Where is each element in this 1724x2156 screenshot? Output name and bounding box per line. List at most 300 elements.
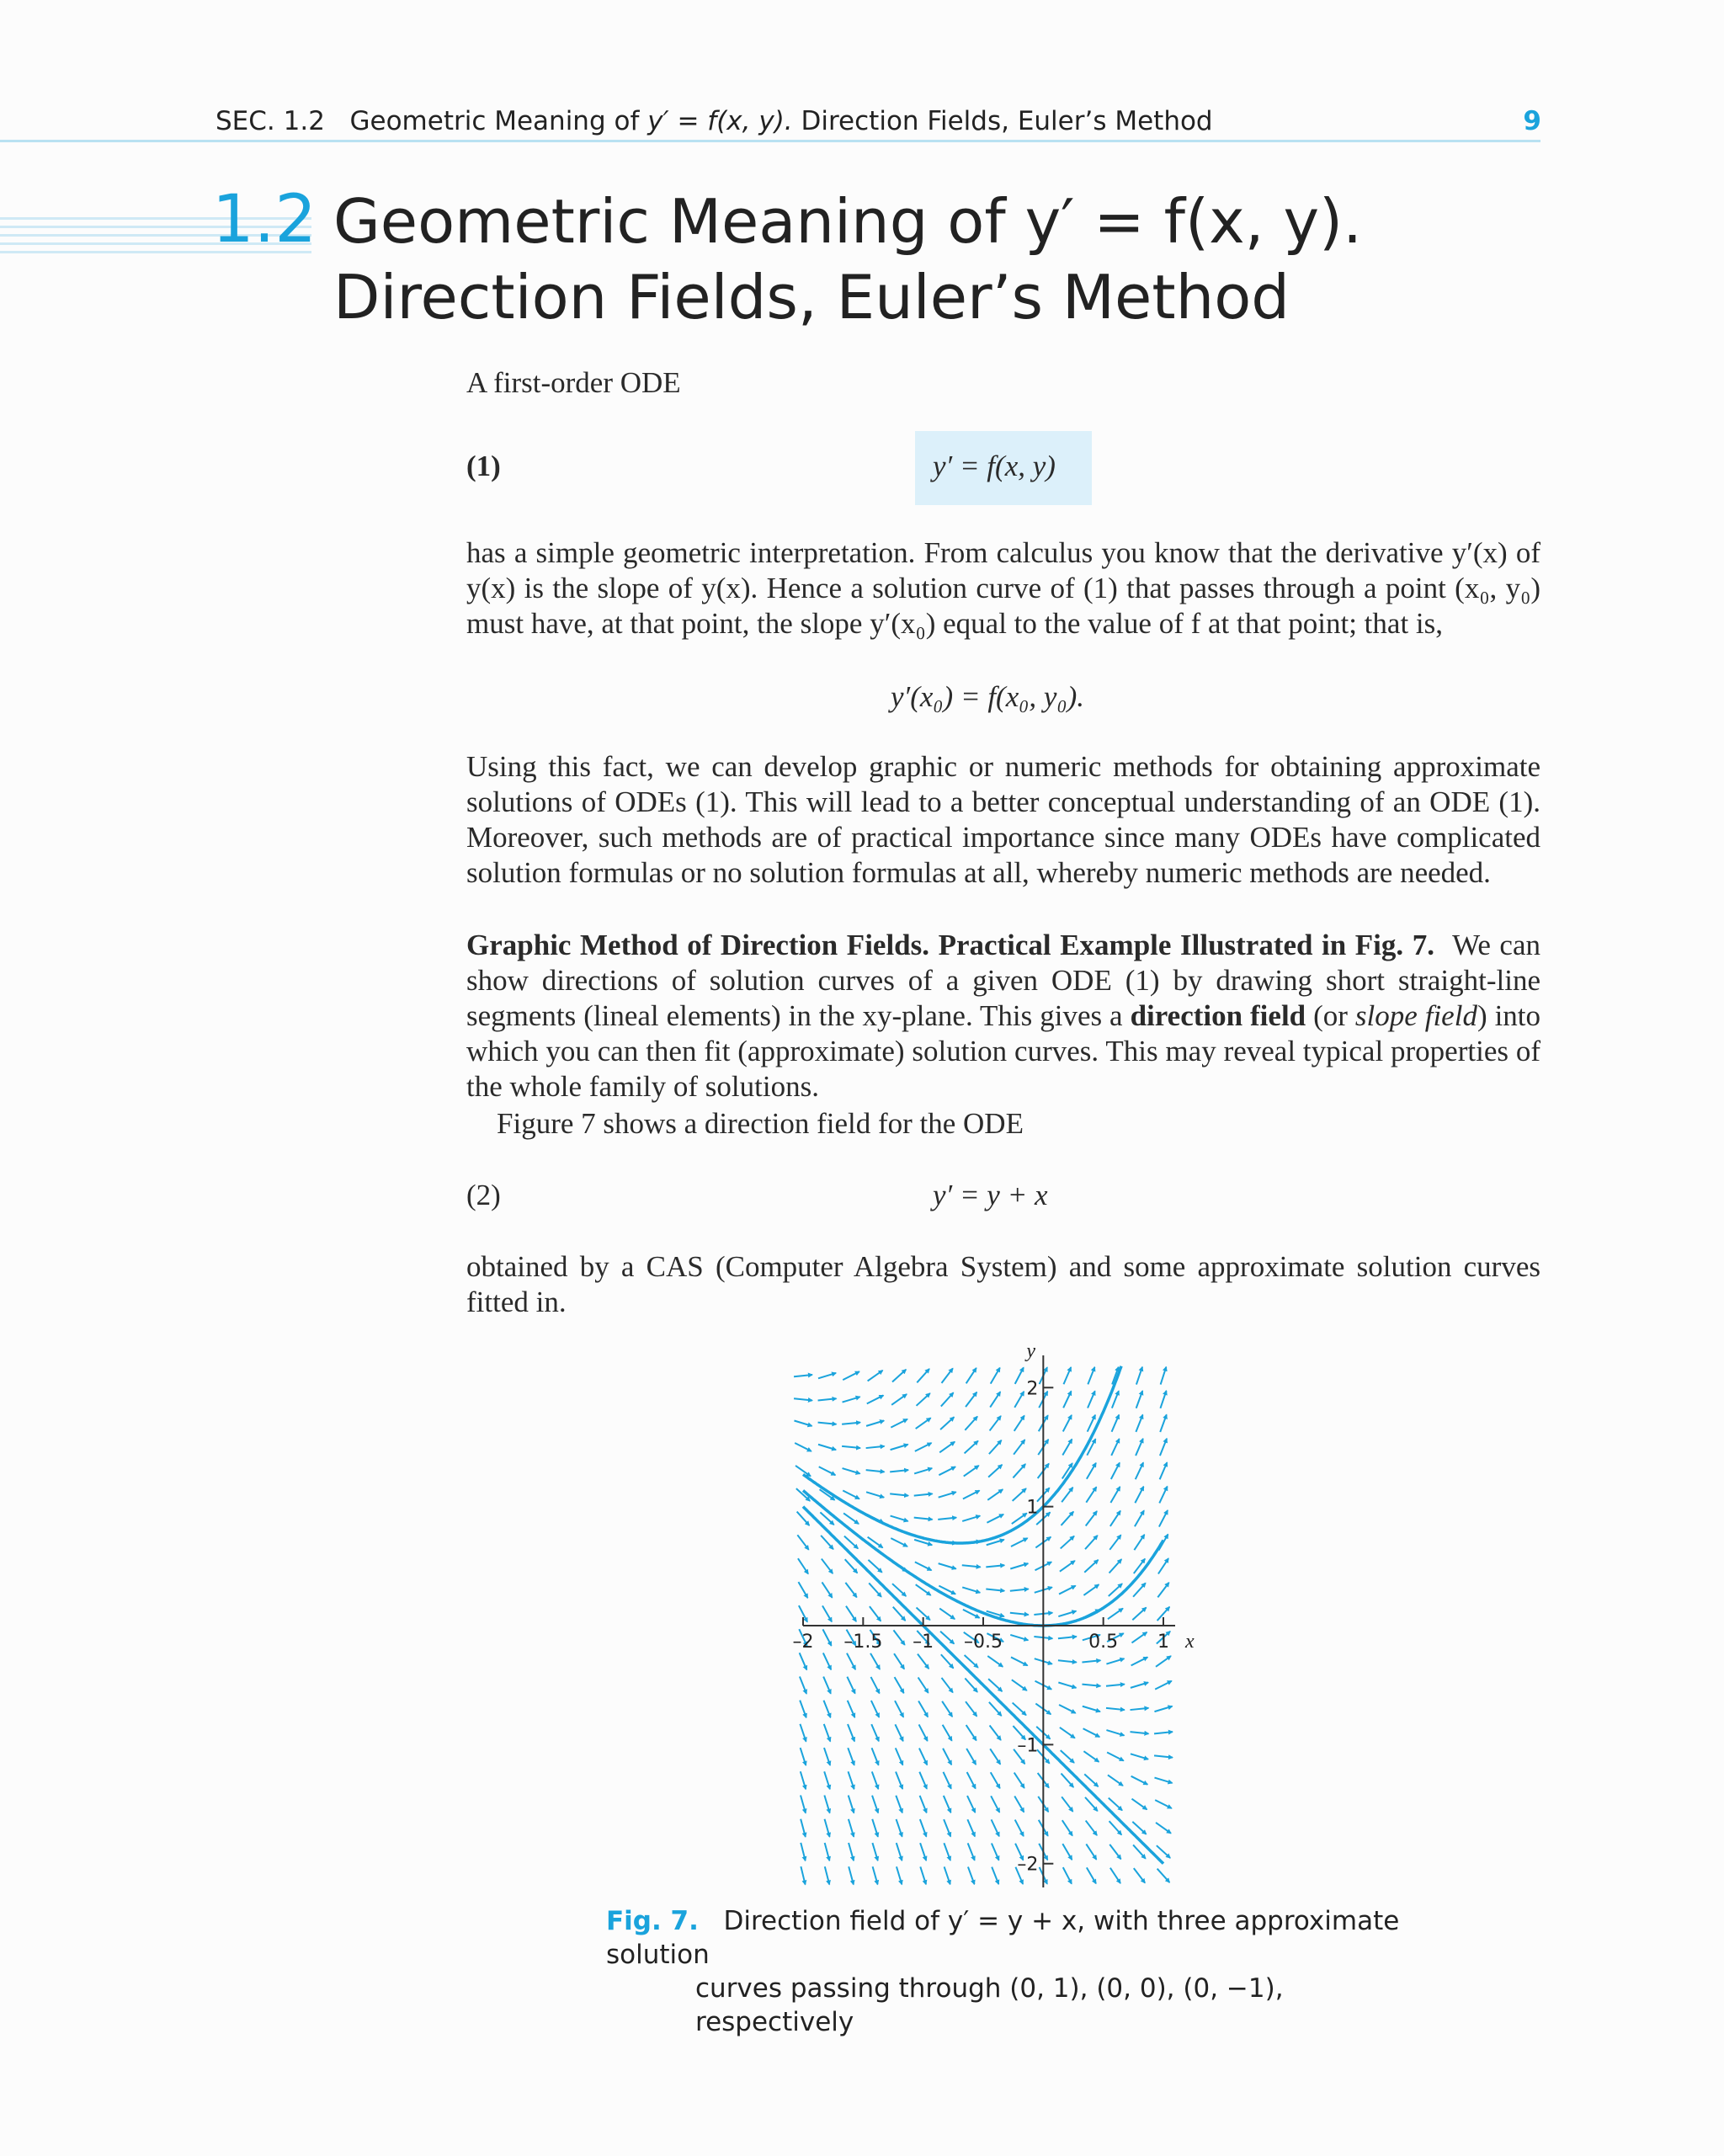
field-arrow [1112, 1415, 1120, 1432]
field-arrow [800, 1653, 807, 1669]
field-arrow [967, 1772, 976, 1789]
field-arrow [795, 1443, 811, 1451]
field-arrow [940, 1417, 954, 1429]
field-arrow [1086, 1821, 1097, 1835]
field-arrow [1058, 1611, 1076, 1616]
field-arrow [967, 1796, 975, 1813]
field-arrow [1157, 1845, 1170, 1858]
field-arrow [1136, 1367, 1142, 1385]
field-arrow [798, 1558, 808, 1573]
field-arrow [1110, 1868, 1120, 1883]
field-arrow [1136, 1439, 1143, 1456]
field-arrow [920, 1866, 926, 1884]
field-arrow [940, 1632, 954, 1644]
x-tick-label: 1 [1157, 1632, 1169, 1653]
field-arrow [962, 1565, 981, 1567]
field-arrow [1015, 1367, 1024, 1384]
field-arrow [824, 1724, 831, 1742]
field-arrow [966, 1725, 976, 1740]
field-arrow [1014, 1797, 1024, 1813]
field-arrow [942, 1368, 953, 1382]
field-arrow [846, 1606, 856, 1621]
field-arrow [1063, 1867, 1072, 1884]
solution-curves [803, 1366, 1163, 1864]
field-arrow [896, 1772, 902, 1789]
field-arrow [939, 1442, 955, 1453]
field-arrow [823, 1701, 830, 1717]
field-arrow [939, 1492, 956, 1497]
field-arrow [992, 1867, 998, 1884]
field-arrow [1062, 1488, 1072, 1502]
field-arrow [1058, 1660, 1077, 1662]
field-arrow [797, 1512, 810, 1525]
field-arrow [1159, 1510, 1168, 1527]
page-number: 9 [1523, 106, 1541, 136]
field-arrow [822, 1605, 832, 1621]
field-arrow [1084, 1560, 1098, 1573]
field-arrow [843, 1397, 860, 1402]
field-arrow [919, 1772, 927, 1789]
field-arrow [868, 1560, 881, 1573]
field-arrow [800, 1724, 806, 1742]
field-arrow [943, 1725, 952, 1741]
field-arrow [848, 1748, 854, 1765]
field-arrow [1082, 1660, 1100, 1662]
field-arrow [1155, 1800, 1172, 1808]
field-arrow [1154, 1706, 1172, 1711]
field-arrow [990, 1416, 1001, 1430]
field-arrow [1014, 1773, 1024, 1788]
field-arrow [1161, 1367, 1167, 1385]
field-arrow [1015, 1820, 1024, 1837]
field-arrow [967, 1819, 975, 1836]
section-title-line-1: Geometric Meaning of y′ = f(x, y). [333, 186, 1363, 257]
field-arrow [866, 1420, 884, 1425]
field-arrow [1155, 1681, 1172, 1690]
field-arrow [1088, 1391, 1095, 1408]
field-arrow [1131, 1799, 1147, 1810]
field-arrow [822, 1559, 833, 1573]
paragraph-2: Using this fact, we can develop graphic or numeric methods for obtaining approximate solutions of ODEs (1). This will lead to a better conceptual understanding of an ODE (1). Moreover, such methods are of practical importance since many ODEs have complicated solution formulas or no solution formulas at all, whereby numeric methods are needed. [466, 750, 1540, 889]
field-arrow [872, 1819, 878, 1837]
field-arrow [920, 1796, 927, 1813]
field-arrow [1012, 1680, 1027, 1690]
field-arrow [962, 1587, 980, 1592]
paragraph-3-heading: Graphic Method of Direction Fields. Practical Example Illustrated in Fig. 7. [466, 929, 1434, 961]
field-arrow [818, 1398, 837, 1400]
field-arrow [914, 1493, 933, 1495]
field-arrow [1132, 1607, 1146, 1620]
field-arrow [918, 1701, 928, 1717]
field-arrow [896, 1748, 903, 1765]
field-arrow [1063, 1415, 1072, 1432]
field-arrow [1088, 1367, 1094, 1384]
field-arrow [1132, 1822, 1146, 1834]
direction-field-figure [791, 1339, 1212, 1894]
field-arrow [897, 1819, 902, 1837]
field-arrow [871, 1724, 879, 1741]
field-arrow [914, 1518, 933, 1520]
field-arrow [1160, 1439, 1167, 1456]
y-tick-label: –1 [1017, 1735, 1039, 1757]
field-arrow [822, 1629, 831, 1646]
field-arrow [849, 1771, 854, 1789]
field-arrow [891, 1445, 908, 1450]
field-arrow [1062, 1820, 1072, 1835]
field-arrow [872, 1843, 877, 1861]
field-arrow [919, 1724, 928, 1741]
field-arrow [1063, 1391, 1071, 1408]
field-arrow [872, 1748, 879, 1765]
header-title-pre: Geometric Meaning of [349, 106, 648, 136]
field-arrow [1154, 1732, 1173, 1733]
field-arrow [944, 1866, 950, 1884]
x-tick-label: 0.5 [1088, 1632, 1119, 1653]
field-arrow [942, 1678, 953, 1692]
field-arrow [1062, 1512, 1074, 1525]
field-arrow [1011, 1657, 1028, 1665]
field-arrow [891, 1516, 908, 1521]
field-arrow [1109, 1821, 1122, 1834]
field-arrow [870, 1653, 880, 1669]
field-arrow [1131, 1657, 1148, 1665]
paragraph-1: has a simple geometric interpretation. From calculus you know that the derivative y′(x) of y(x) is the slope of y(x). Hence a solution curve of (1) that passes through a point (x₀, y₀) must have, at that point, the slope y′(x₀) equal to the value of f at that point; that is, [466, 536, 1540, 640]
field-arrow [893, 1630, 904, 1644]
field-arrow [825, 1866, 829, 1884]
field-arrow [896, 1796, 902, 1813]
paragraph-3-text-b: (or [1306, 999, 1355, 1032]
field-arrow [891, 1394, 907, 1405]
term-direction-field: direction field [1130, 999, 1306, 1032]
field-arrow [1136, 1462, 1143, 1479]
field-arrow [916, 1418, 931, 1429]
field-arrow [848, 1701, 855, 1717]
field-arrow [1110, 1511, 1120, 1526]
field-arrow [1058, 1637, 1077, 1638]
field-arrow [1010, 1589, 1029, 1590]
field-arrow [801, 1843, 805, 1861]
field-arrow [868, 1371, 883, 1381]
field-arrow [990, 1392, 1000, 1407]
field-arrow [1086, 1844, 1096, 1859]
field-arrow [944, 1772, 951, 1789]
field-arrow [1084, 1774, 1098, 1786]
field-arrow [1136, 1391, 1143, 1408]
y-tick-label: –2 [1017, 1854, 1039, 1876]
field-arrow [1086, 1511, 1097, 1525]
field-arrow [818, 1373, 836, 1378]
header-section: SEC. 1.2 [216, 106, 325, 136]
field-arrow [966, 1392, 976, 1407]
field-arrow [1131, 1732, 1149, 1733]
field-arrow [1083, 1584, 1099, 1595]
field-arrow [965, 1441, 978, 1454]
field-arrow [843, 1513, 859, 1524]
field-arrow [842, 1446, 860, 1448]
field-arrow [1133, 1845, 1146, 1858]
x-tick-label: –1 [913, 1632, 934, 1653]
field-arrow [968, 1867, 975, 1885]
paragraph-5: obtained by a CAS (Computer Algebra System) and some approximate solution curves fitted in. [466, 1250, 1540, 1318]
field-arrow [1013, 1703, 1026, 1716]
field-arrow [1131, 1776, 1148, 1785]
paragraph-3 [466, 928, 1540, 1105]
figure-caption [606, 1904, 1448, 2039]
field-arrow [1157, 1869, 1170, 1882]
figure-label: Fig. 7. [606, 1906, 699, 1936]
field-arrow [1060, 1727, 1075, 1738]
field-arrow [987, 1515, 1003, 1523]
field-arrow [941, 1654, 954, 1668]
field-arrow [992, 1843, 999, 1860]
field-arrow [849, 1866, 854, 1884]
field-arrow [895, 1701, 903, 1717]
field-arrow [1061, 1750, 1074, 1763]
field-arrow [1064, 1367, 1072, 1384]
field-arrow [1160, 1391, 1166, 1408]
field-arrow [823, 1677, 831, 1694]
field-arrow [920, 1843, 926, 1861]
field-arrow [866, 1492, 884, 1497]
field-arrow [917, 1369, 929, 1382]
field-arrow [845, 1559, 858, 1573]
field-arrow [1082, 1685, 1100, 1686]
field-arrow [918, 1678, 929, 1693]
field-arrow [891, 1419, 907, 1428]
x-tick-label: –1.5 [843, 1632, 883, 1653]
section-title-line-2: Direction Fields, Euler’s Method [333, 262, 1290, 333]
field-arrow [801, 1866, 805, 1884]
field-arrow [1062, 1774, 1074, 1787]
field-arrow [914, 1468, 932, 1473]
field-arrow [800, 1701, 806, 1718]
field-arrow [895, 1724, 902, 1741]
field-arrow [989, 1440, 1002, 1454]
field-arrow [991, 1796, 999, 1813]
field-arrow [1156, 1823, 1171, 1834]
x-axis-label: x [1185, 1631, 1195, 1653]
y-tick-label: 1 [1026, 1497, 1039, 1519]
field-arrow [1160, 1462, 1168, 1479]
field-arrow [1060, 1561, 1075, 1572]
field-arrow [1160, 1414, 1167, 1432]
field-arrow [1106, 1685, 1125, 1686]
field-arrow [818, 1445, 836, 1450]
field-arrow [1135, 1510, 1144, 1526]
field-arrow [944, 1843, 950, 1861]
field-arrow [872, 1796, 878, 1813]
field-arrow [891, 1538, 907, 1546]
field-arrow [801, 1795, 806, 1813]
equation-2: y′ = y + x [933, 1179, 1048, 1211]
field-arrow [1059, 1586, 1076, 1594]
field-arrow [919, 1749, 927, 1765]
field-arrow [1014, 1416, 1024, 1431]
header-rule [0, 140, 1540, 142]
field-arrow [1106, 1730, 1124, 1735]
paragraph-4: Figure 7 shows a direction field for the ODE [497, 1107, 1024, 1140]
field-arrow [801, 1771, 806, 1789]
field-arrow [847, 1653, 855, 1670]
field-arrow [966, 1368, 976, 1383]
field-arrow [1085, 1797, 1098, 1811]
field-arrow [965, 1417, 977, 1430]
field-arrow [1062, 1797, 1072, 1811]
field-arrow [847, 1677, 854, 1694]
field-arrow [842, 1423, 860, 1424]
y-tick-label: 2 [1026, 1378, 1039, 1400]
field-arrow [918, 1654, 929, 1669]
field-arrow [849, 1819, 854, 1837]
solution-curve [803, 1366, 1121, 1543]
header-title-post: Direction Fields, Euler’s Method [792, 106, 1213, 136]
field-arrow [819, 1467, 836, 1475]
field-arrow [1061, 1536, 1074, 1549]
field-arrow [915, 1562, 932, 1570]
field-arrow [987, 1656, 1003, 1667]
field-arrow [794, 1375, 812, 1376]
field-arrow [1131, 1632, 1147, 1643]
field-arrow [1159, 1487, 1167, 1504]
field-arrow [991, 1368, 1000, 1384]
field-arrow [849, 1796, 854, 1813]
field-arrow [1086, 1487, 1096, 1502]
field-arrow [869, 1583, 881, 1596]
field-arrow [1062, 1844, 1072, 1860]
field-arrow [1109, 1798, 1122, 1811]
field-arrow [1131, 1708, 1149, 1710]
field-arrow [1111, 1462, 1120, 1479]
field-arrow [866, 1446, 885, 1448]
field-arrow [986, 1565, 1004, 1567]
field-arrow [892, 1370, 906, 1382]
field-arrow [1106, 1708, 1125, 1710]
field-arrow [1010, 1613, 1029, 1615]
running-header [216, 106, 1541, 140]
field-arrow [1157, 1583, 1168, 1597]
header-title-eq: y′ = f(x, y). [647, 106, 793, 136]
field-arrow [1154, 1755, 1173, 1757]
field-arrow [988, 1679, 1002, 1691]
field-arrow [821, 1536, 833, 1549]
field-arrow [797, 1535, 808, 1549]
field-arrow [939, 1609, 955, 1620]
field-arrow [962, 1516, 980, 1521]
field-arrow [870, 1606, 881, 1621]
field-arrow [991, 1772, 1000, 1788]
field-arrow [1013, 1488, 1026, 1501]
field-arrow [1014, 1440, 1024, 1454]
field-arrow [1010, 1635, 1028, 1640]
field-arrow [1134, 1535, 1144, 1550]
field-arrow [1059, 1705, 1076, 1713]
field-arrow [1133, 1583, 1146, 1596]
field-arrow [824, 1748, 830, 1765]
field-arrow [942, 1701, 952, 1717]
x-tick-label: –0.5 [964, 1632, 1003, 1653]
term-slope-field: slope field [1354, 999, 1477, 1032]
field-arrow [1083, 1706, 1100, 1711]
field-arrow [798, 1582, 807, 1598]
field-arrow [966, 1701, 976, 1716]
field-arrow [988, 1465, 1002, 1477]
field-arrow [1109, 1845, 1120, 1859]
field-arrow [986, 1589, 1004, 1590]
field-arrow [941, 1392, 954, 1406]
field-arrow [843, 1371, 859, 1380]
paragraph-3-text-c: ) into which you can then fit (approximate) solution curves. This may reveal typical properties of the whole family of solutions. [466, 999, 1541, 1103]
field-arrow [1108, 1775, 1123, 1786]
field-arrow [893, 1607, 906, 1621]
equation-1-label: (1) [466, 450, 501, 482]
field-arrow [845, 1583, 856, 1597]
field-arrow [968, 1843, 975, 1860]
field-arrow [871, 1677, 880, 1694]
field-arrow [1131, 1754, 1148, 1759]
field-arrow [1131, 1682, 1148, 1687]
field-arrow [915, 1443, 932, 1451]
paragraph-3-text-a: We can show directions of solution curves of a given ODE (1) by drawing short straight-line segments (lineal elements) in the xy-plane. This gives a [466, 929, 1540, 1032]
field-arrow [843, 1491, 859, 1499]
field-arrow [965, 1679, 977, 1692]
field-arrow [1062, 1439, 1072, 1455]
field-arrow [990, 1725, 1001, 1739]
field-arrow [890, 1493, 908, 1495]
field-arrow [1083, 1751, 1099, 1762]
field-arrow [1058, 1682, 1076, 1687]
field-arrow [944, 1796, 951, 1813]
field-arrow [1014, 1392, 1024, 1408]
figure-caption-line-1: Direction field of y′ = y + x, with three approximate solution [606, 1906, 1400, 1970]
field-arrow [866, 1470, 885, 1472]
field-arrow [1136, 1414, 1142, 1431]
field-arrow [824, 1796, 829, 1813]
field-arrow [1083, 1728, 1100, 1737]
field-arrow [1011, 1538, 1028, 1546]
field-arrow [801, 1819, 806, 1837]
field-arrow [824, 1771, 830, 1789]
field-arrow [1135, 1487, 1143, 1504]
field-arrow [1110, 1487, 1120, 1503]
field-arrow [1013, 1464, 1025, 1477]
field-arrow [989, 1702, 1002, 1716]
field-arrow [1087, 1867, 1096, 1883]
field-arrow [990, 1749, 1000, 1764]
field-arrow [825, 1819, 830, 1837]
field-arrow [939, 1467, 955, 1475]
field-arrow [944, 1819, 950, 1836]
field-arrow [843, 1468, 860, 1473]
field-arrow [987, 1489, 1003, 1500]
field-arrow [1156, 1656, 1171, 1667]
field-arrow [890, 1470, 908, 1472]
field-arrow [943, 1749, 951, 1765]
field-arrow [1106, 1658, 1124, 1664]
field-arrow [1010, 1563, 1028, 1568]
field-arrow [1108, 1609, 1123, 1620]
field-arrow [871, 1701, 879, 1717]
field-arrow [867, 1395, 884, 1403]
x-tick-label: –2 [792, 1632, 814, 1653]
field-arrow [920, 1819, 927, 1837]
field-arrow [938, 1518, 956, 1520]
field-arrow [848, 1724, 854, 1741]
field-arrow [873, 1866, 878, 1884]
field-arrow [823, 1653, 831, 1669]
field-arrow [897, 1866, 902, 1884]
y-axis-label: y [1026, 1340, 1035, 1362]
field-arrow [1134, 1868, 1145, 1882]
